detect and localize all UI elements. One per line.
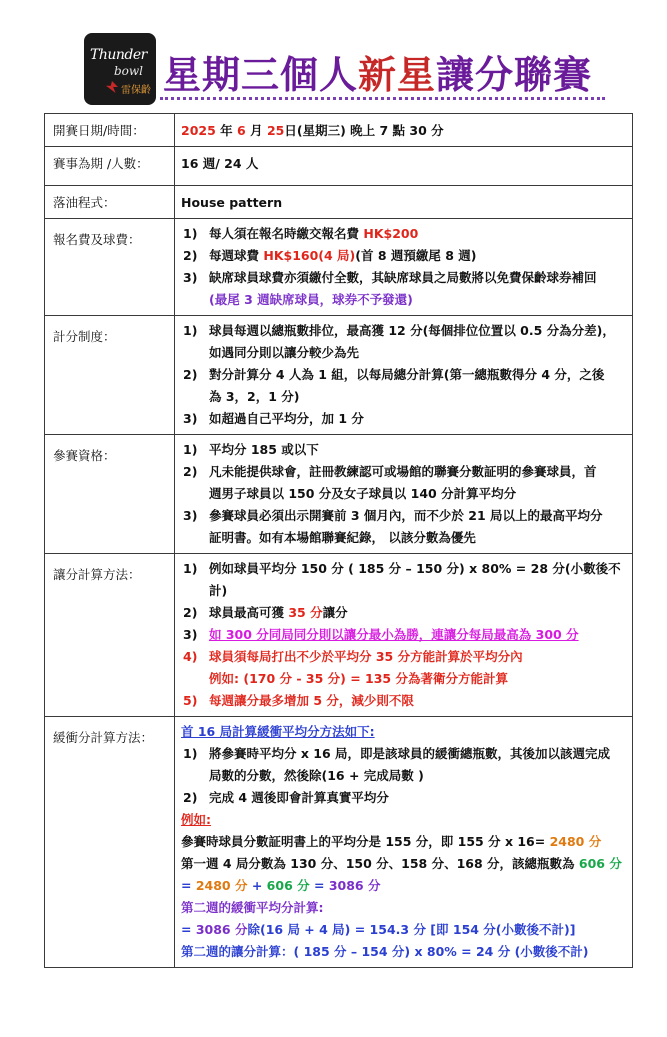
list-item: 2) 球員最高可獲 35 分讓分 xyxy=(183,605,348,620)
value-eligibility xyxy=(175,435,633,554)
row-scoring xyxy=(45,316,633,435)
list-item: 2) 完成 4 週後即會計算真實平均分 xyxy=(183,790,389,805)
buffer-heading: 首 16 局計算緩衝平均分方法如下: xyxy=(181,724,375,739)
value-buffer xyxy=(175,717,633,968)
page-title xyxy=(163,44,592,99)
example-line-4: 第二週的緩衝平均分計算: xyxy=(181,900,324,915)
date-month: 6 xyxy=(237,123,246,138)
row-oil xyxy=(45,186,633,219)
value-fees xyxy=(175,219,633,316)
list-item: 3) 參賽球員必須出示開賽前 3 個月內，而不少於 21 局以上的最高平均分 証明書。如有本場館聯賽紀錄， 以該分數為優先 xyxy=(183,508,603,545)
example-line-6: 第二週的讓分計算：( 185 分 – 154 分) x 80% = 24 分 (小數後不計) xyxy=(181,944,589,959)
value-duration: 16 週/ 24 人 xyxy=(175,147,633,186)
list-item: 5) 每週讓分最多增加 5 分，減少則不限 xyxy=(183,693,414,708)
row-buffer xyxy=(45,717,633,968)
label-eligibility: 參賽資格： xyxy=(45,435,175,554)
title-part-2: 新星 xyxy=(358,53,437,97)
header xyxy=(0,0,667,108)
label-handicap: 讓分計算方法： xyxy=(45,554,175,717)
value-date xyxy=(175,114,633,147)
date-year-unit: 年 xyxy=(220,123,233,138)
lightning-icon xyxy=(106,81,118,93)
value-handicap xyxy=(175,554,633,717)
example-line-2: 第一週 4 局分數為 130 分、150 分、158 分、168 分，該總瓶數為 606 分 xyxy=(181,856,622,871)
list-item: 1) 將參賽時平均分 x 16 局，即是該球員的緩衝總瓶數，其後加以該週完成 局數的分數，然後除(16 + 完成局數 ) xyxy=(183,746,611,783)
date-month-unit: 月 xyxy=(250,123,263,138)
list-item: 1) 球員每週以總瓶數排位，最高獲 12 分(每個排位位置以 0.5 分為分差)， 如遇同分則以讓分較少為先 xyxy=(183,323,615,360)
row-duration xyxy=(45,147,633,186)
list-item: 3) 缺席球員球費亦須繳付全數，其缺席球員之局數將以免費保齡球券補回 (最尾 3 週缺席球員，球券不予發還) xyxy=(183,270,597,307)
list-item: 2) 凡未能提供球會，註冊教練認可或場館的聯賽分數証明的參賽球員，首 週男子球員以 150 分及女子球員以 140 分計算平均分 xyxy=(183,464,597,501)
title-part-1: 星期三個人 xyxy=(163,53,359,97)
list-item: 2) 對分計算分 4 人為 1 組，以每局總分計算(第一總瓶數得分 4 分，之後 為 3，2，1 分) xyxy=(183,367,605,404)
title-underline xyxy=(160,97,605,100)
label-scoring: 計分制度： xyxy=(45,316,175,435)
date-time: 日(星期三) 晚上 7 點 30 分 xyxy=(284,123,444,138)
value-scoring xyxy=(175,316,633,435)
logo-text-chinese: 雷保齡 xyxy=(121,85,151,96)
label-fees: 報名費及球費： xyxy=(45,219,175,316)
value-oil: House pattern xyxy=(175,186,633,219)
list-item: 3) 如超過自己平均分，加 1 分 xyxy=(183,411,364,426)
list-item: 4) 球員須每局打出不少於平均分 35 分方能計算於平均分內 例如: (170 分 - 35 分) = 135 分為著衛分方能計算 xyxy=(183,649,523,686)
league-info-table xyxy=(44,113,633,968)
list-item: 3) 如 300 分同局同分則以讓分最小為勝，連讓分每局最高為 300 分 xyxy=(183,627,579,642)
logo-text-thunder: Thunder xyxy=(90,47,147,63)
list-item: 1) 例如球員平均分 150 分 ( 185 分 – 150 分) x 80% = 28 分(小數後不計) xyxy=(183,561,621,598)
label-oil: 落油程式： xyxy=(45,186,175,219)
label-duration: 賽事為期 /人數： xyxy=(45,147,175,186)
date-year: 2025 xyxy=(181,123,216,138)
example-line-1: 參賽時球員分數証明書上的平均分是 155 分，即 155 分 x 16= 2480 分 xyxy=(181,834,602,849)
row-handicap xyxy=(45,554,633,717)
example-label: 例如: xyxy=(181,812,211,827)
example-line-3: = 2480 分 + 606 分 = 3086 分 xyxy=(181,878,381,893)
row-fees xyxy=(45,219,633,316)
label-date: 開賽日期/時間： xyxy=(45,114,175,147)
example-line-5: = 3086 分除(16 局 + 4 局) = 154.3 分 [即 154 分(小數後不計)] xyxy=(181,922,576,937)
logo-text-bowl: bowl xyxy=(114,64,144,78)
label-buffer: 緩衝分計算方法： xyxy=(45,717,175,968)
list-item: 2) 每週球費 HK$160(4 局)(首 8 週預繳尾 8 週) xyxy=(183,248,477,263)
row-eligibility xyxy=(45,435,633,554)
title-part-3: 讓分聯賽 xyxy=(436,53,593,97)
list-item: 1) 每人須在報名時繳交報名費 HK$200 xyxy=(183,226,419,241)
list-item: 1) 平均分 185 或以下 xyxy=(183,442,319,457)
date-day: 25 xyxy=(266,123,285,138)
thunder-bowl-logo xyxy=(84,33,156,105)
row-date xyxy=(45,114,633,147)
